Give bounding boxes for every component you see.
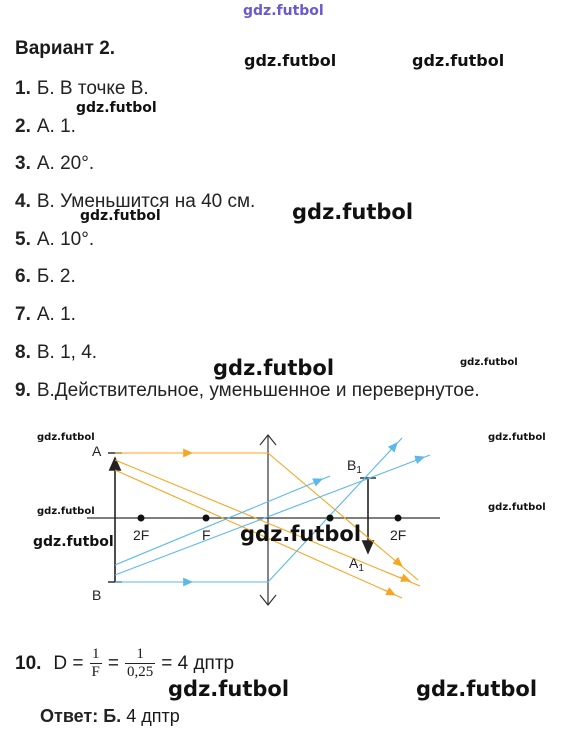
answer-number: 2.: [15, 116, 31, 137]
label-b: B: [92, 587, 102, 603]
answer-number: 5.: [15, 229, 31, 250]
watermark: gdz.futbol: [292, 200, 414, 224]
final-answer-value: 4 дптр: [126, 706, 180, 726]
answer-number: 3.: [15, 153, 31, 174]
fraction-1-over-025: $\frac{1}{0,25}$: [126, 646, 154, 680]
answer-number: 10.: [15, 652, 42, 674]
formula-equals: =: [107, 652, 119, 674]
label-a1: $A_1$: [349, 555, 364, 574]
focal-point-2f-left: [138, 515, 145, 522]
label-2f-left: 2F: [133, 527, 150, 543]
label-f-left: F: [202, 527, 211, 543]
converging-lens: [260, 435, 276, 605]
label-a: A: [92, 443, 102, 459]
answer-text: А. 1.: [36, 116, 76, 137]
focal-point-f-right: [327, 515, 334, 522]
answer-number: 8.: [15, 342, 31, 363]
answer-text: Б. 2.: [36, 266, 76, 287]
answer-text: А. 1.: [36, 304, 76, 325]
watermark: gdz.futbol: [460, 357, 518, 368]
watermark: gdz.futbol: [37, 432, 95, 443]
answer-text: В.Действительное, уменьшенное и перевернутое.: [36, 380, 480, 401]
blue-rays: [115, 438, 430, 582]
answer-number: 1.: [15, 78, 31, 99]
answer-text: А. 10°.: [36, 229, 95, 250]
watermark: gdz.futbol: [37, 506, 95, 517]
watermark: gdz.futbol: [76, 100, 157, 116]
watermark: gdz.futbol: [240, 522, 362, 546]
answer-text: В. Уменьшится на 40 см.: [36, 191, 256, 212]
watermark: gdz.futbol: [80, 208, 161, 224]
watermark: gdz.futbol: [168, 677, 290, 701]
answer-text: А. 20°.: [36, 153, 95, 174]
variant-title: Вариант 2.: [15, 38, 116, 59]
answer-text: Б. В точке В.: [36, 78, 149, 99]
watermark: gdz.futbol: [416, 677, 538, 701]
formula-result: = 4 дптр: [161, 652, 235, 674]
watermark: gdz.futbol: [33, 534, 114, 550]
answer-number: 9.: [15, 380, 31, 401]
answer-number: 7.: [15, 304, 31, 325]
label-b1: $B_1$: [347, 457, 362, 476]
label-2f-right: 2F: [390, 527, 407, 543]
answer-number: 6.: [15, 266, 31, 287]
watermark: gdz.futbol: [412, 51, 505, 70]
watermark: gdz.futbol: [243, 3, 324, 19]
formula-lhs: D =: [53, 652, 84, 674]
formula-q10: [15, 646, 238, 681]
final-answer-label: Ответ: Б.: [40, 706, 122, 726]
watermark: gdz.futbol: [244, 51, 337, 70]
watermark: gdz.futbol: [488, 432, 546, 443]
answer-number: 4.: [15, 191, 31, 212]
focal-point-2f-right: [395, 515, 402, 522]
watermark: gdz.futbol: [213, 356, 335, 380]
fraction-1-over-f: $\frac{1}{F}$: [91, 646, 100, 680]
focal-point-f-left: [203, 515, 210, 522]
answer-text: В. 1, 4.: [36, 342, 98, 363]
final-answer: [40, 706, 180, 727]
watermark: gdz.futbol: [488, 502, 546, 513]
